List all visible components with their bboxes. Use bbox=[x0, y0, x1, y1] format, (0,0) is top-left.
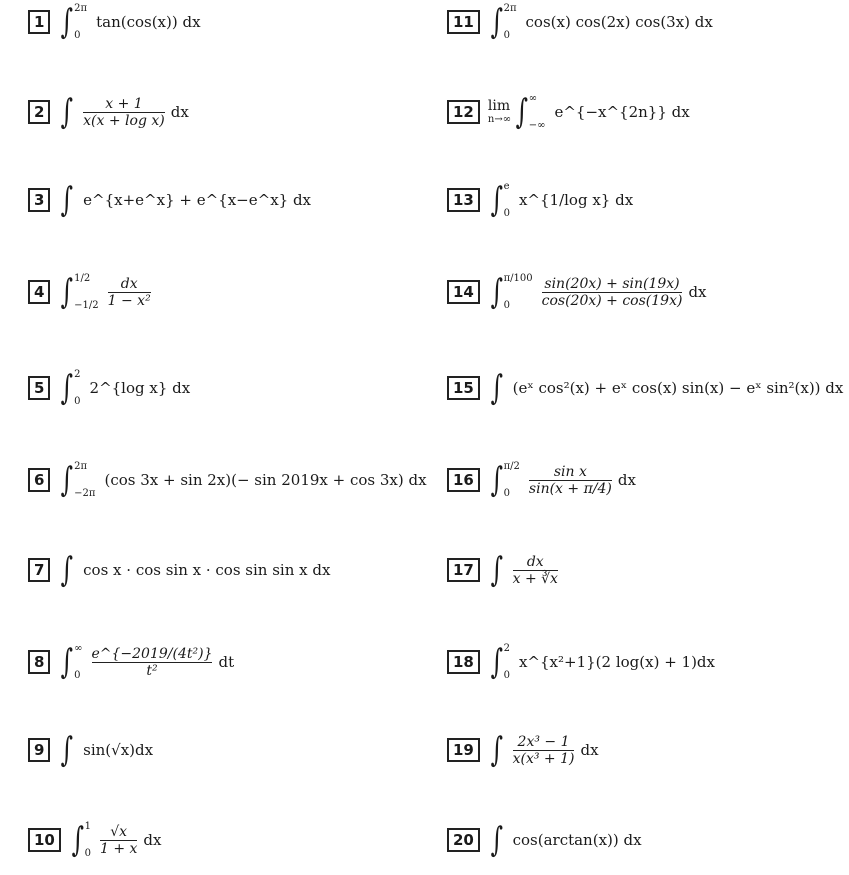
numerator: 2x³ − 1 bbox=[517, 733, 570, 750]
integral-expression bbox=[488, 820, 642, 860]
upper-bound: 1/2 bbox=[74, 273, 91, 284]
problem-number: 19 bbox=[447, 738, 480, 762]
problem-19 bbox=[447, 730, 599, 770]
integral-bounds bbox=[504, 643, 510, 681]
denominator: sin(x + π/4) bbox=[528, 480, 612, 497]
integral-sign: ∫ bbox=[490, 820, 503, 860]
integrand: e^{−x^{2n}} dx bbox=[554, 103, 690, 121]
integral-expression bbox=[58, 550, 331, 590]
integral-sign: ∫ bbox=[490, 730, 503, 770]
problem-7 bbox=[28, 550, 330, 590]
integral-expression bbox=[488, 550, 561, 590]
upper-bound: π/100 bbox=[503, 273, 533, 284]
fraction bbox=[513, 554, 558, 587]
integral-bounds bbox=[74, 273, 98, 311]
lower-bound: 0 bbox=[503, 30, 510, 41]
upper-bound: 2π bbox=[74, 3, 88, 14]
integral-expression bbox=[58, 273, 153, 311]
numerator: √x bbox=[110, 823, 128, 840]
fraction bbox=[108, 276, 151, 309]
problem-17 bbox=[447, 550, 561, 590]
integrand: cos(arctan(x)) dx bbox=[512, 831, 642, 849]
problem-15 bbox=[447, 368, 843, 408]
lower-bound: −2π bbox=[74, 488, 96, 499]
integral-expression bbox=[488, 730, 599, 770]
problem-number: 18 bbox=[447, 650, 480, 674]
integrand: 2^{log x} dx bbox=[89, 379, 191, 397]
integral-expression bbox=[488, 93, 690, 131]
integral-sign: ∫ bbox=[61, 92, 74, 132]
integrand: dx bbox=[170, 103, 189, 121]
lower-bound: −∞ bbox=[528, 120, 546, 131]
upper-bound: π/2 bbox=[503, 461, 520, 472]
integrand: dx bbox=[617, 471, 636, 489]
integral-sign: ∫ bbox=[490, 272, 503, 312]
lower-bound: −1/2 bbox=[74, 300, 99, 311]
upper-bound: 1 bbox=[84, 821, 91, 832]
integral-bounds bbox=[74, 643, 82, 681]
integral-sign: ∫ bbox=[490, 460, 503, 500]
integral-sign: ∫ bbox=[61, 642, 74, 682]
integral-expression bbox=[58, 92, 189, 132]
integral-sign: ∫ bbox=[61, 730, 74, 770]
integral-expression bbox=[488, 273, 707, 311]
fraction bbox=[529, 464, 612, 497]
integral-bounds bbox=[74, 369, 80, 407]
integral-expression bbox=[58, 180, 312, 220]
numerator: dx bbox=[526, 553, 544, 570]
integrand: dx bbox=[688, 283, 707, 301]
integrand: dx bbox=[143, 831, 162, 849]
integral-bounds bbox=[74, 3, 87, 41]
integral-sign: ∫ bbox=[490, 550, 503, 590]
integral-bounds bbox=[529, 93, 546, 131]
denominator: x(x³ + 1) bbox=[512, 750, 575, 767]
problem-12 bbox=[447, 92, 690, 132]
problem-number: 5 bbox=[28, 376, 50, 400]
integral-expression bbox=[488, 461, 636, 499]
lower-bound: 0 bbox=[503, 208, 510, 219]
numerator: dx bbox=[120, 275, 138, 292]
numerator: sin x bbox=[553, 463, 587, 480]
problem-number: 9 bbox=[28, 738, 50, 762]
integral-bounds bbox=[74, 461, 95, 499]
denominator: 1 + x bbox=[99, 840, 138, 857]
problem-number: 6 bbox=[28, 468, 50, 492]
problem-9 bbox=[28, 730, 153, 770]
integral-sign: ∫ bbox=[61, 272, 74, 312]
integral-expression bbox=[488, 368, 844, 408]
problem-13 bbox=[447, 180, 633, 220]
numerator: sin(20x) + sin(19x) bbox=[544, 275, 680, 292]
integrand: x^{x²+1}(2 log(x) + 1)dx bbox=[518, 653, 715, 671]
lower-bound: 0 bbox=[503, 300, 510, 311]
problem-number: 10 bbox=[28, 828, 61, 852]
upper-bound: 2 bbox=[503, 643, 510, 654]
upper-bound: e bbox=[503, 181, 510, 192]
integrand: dx bbox=[580, 741, 599, 759]
integral-expression bbox=[58, 730, 154, 770]
fraction bbox=[92, 646, 213, 679]
problem-number: 1 bbox=[28, 10, 50, 34]
integrand: sin(√x)dx bbox=[83, 741, 154, 759]
problem-number: 15 bbox=[447, 376, 480, 400]
problem-number: 8 bbox=[28, 650, 50, 674]
problem-6 bbox=[28, 460, 427, 500]
problem-number: 16 bbox=[447, 468, 480, 492]
problem-number: 2 bbox=[28, 100, 50, 124]
integrand: tan(cos(x)) dx bbox=[96, 13, 201, 31]
upper-bound: ∞ bbox=[528, 93, 538, 104]
fraction bbox=[513, 734, 575, 767]
problem-number: 13 bbox=[447, 188, 480, 212]
integral-sign: ∫ bbox=[490, 2, 503, 42]
integral-expression bbox=[58, 3, 200, 41]
integral-bounds bbox=[504, 181, 510, 219]
problem-number: 14 bbox=[447, 280, 480, 304]
lower-bound: 0 bbox=[74, 30, 81, 41]
limit-operator bbox=[488, 99, 511, 125]
problem-4 bbox=[28, 272, 154, 312]
problem-number: 11 bbox=[447, 10, 480, 34]
problem-number: 17 bbox=[447, 558, 480, 582]
integral-expression bbox=[488, 643, 715, 681]
integral-bounds bbox=[85, 821, 91, 859]
problem-number: 3 bbox=[28, 188, 50, 212]
upper-bound: ∞ bbox=[74, 643, 83, 654]
integral-sign: ∫ bbox=[61, 2, 74, 42]
integral-sign: ∫ bbox=[490, 180, 503, 220]
problem-16 bbox=[447, 460, 636, 500]
upper-bound: 2π bbox=[74, 461, 88, 472]
upper-bound: 2π bbox=[503, 3, 517, 14]
denominator: cos(20x) + cos(19x) bbox=[541, 292, 683, 309]
integral-expression bbox=[58, 461, 426, 499]
integral-sign: ∫ bbox=[515, 92, 529, 132]
problem-18 bbox=[447, 642, 715, 682]
integral-expression bbox=[488, 3, 713, 41]
numerator: x + 1 bbox=[105, 95, 143, 112]
integral-sign: ∫ bbox=[490, 642, 503, 682]
problem-20 bbox=[447, 820, 642, 860]
lower-bound: 0 bbox=[74, 670, 81, 681]
lim-sub: n→∞ bbox=[487, 114, 512, 126]
problem-11 bbox=[447, 2, 713, 42]
problem-14 bbox=[447, 272, 707, 312]
integrand: (eˣ cos²(x) + eˣ cos(x) sin(x) − eˣ sin²(x)) dx bbox=[512, 379, 844, 397]
integral-bounds bbox=[504, 3, 517, 41]
problem-1 bbox=[28, 2, 201, 42]
problem-number: 7 bbox=[28, 558, 50, 582]
integral-sign: ∫ bbox=[61, 368, 74, 408]
denominator: x + ∛x bbox=[512, 570, 558, 587]
lower-bound: 0 bbox=[503, 488, 510, 499]
lim-word: lim bbox=[487, 97, 511, 114]
integral-expression bbox=[58, 643, 234, 681]
denominator: x(x + log x) bbox=[83, 112, 165, 129]
integrand: cos x · cos sin x · cos sin sin x dx bbox=[83, 561, 331, 579]
numerator: e^{−2019/(4t²)} bbox=[91, 645, 213, 662]
integral-sign: ∫ bbox=[71, 820, 84, 860]
lower-bound: 0 bbox=[503, 670, 510, 681]
lower-bound: 0 bbox=[84, 848, 91, 859]
problem-10 bbox=[28, 820, 161, 860]
problem-number: 4 bbox=[28, 280, 50, 304]
integral-expression bbox=[58, 369, 190, 407]
integral-sign: ∫ bbox=[490, 368, 503, 408]
problem-number: 12 bbox=[447, 100, 480, 124]
integrand: cos(x) cos(2x) cos(3x) dx bbox=[525, 13, 713, 31]
fraction bbox=[542, 276, 683, 309]
integral-bounds bbox=[504, 461, 520, 499]
denominator: t² bbox=[146, 662, 158, 679]
lower-bound: 0 bbox=[74, 396, 81, 407]
integrand: x^{1/log x} dx bbox=[518, 191, 634, 209]
problem-3 bbox=[28, 180, 311, 220]
integrand: (cos 3x + sin 2x)(− sin 2019x + cos 3x) dx bbox=[104, 471, 427, 489]
integral-bounds bbox=[504, 273, 533, 311]
problem-8 bbox=[28, 642, 234, 682]
problem-5 bbox=[28, 368, 190, 408]
integrand: e^{x+e^x} + e^{x−e^x} dx bbox=[83, 191, 312, 209]
integral-sign: ∫ bbox=[61, 460, 74, 500]
problem-2 bbox=[28, 92, 189, 132]
fraction bbox=[83, 96, 165, 129]
fraction bbox=[100, 824, 137, 857]
integral-expression bbox=[69, 821, 162, 859]
integral-expression bbox=[488, 181, 633, 219]
denominator: 1 − x² bbox=[107, 292, 151, 309]
integral-sign: ∫ bbox=[61, 180, 74, 220]
upper-bound: 2 bbox=[74, 369, 81, 380]
integrand: dt bbox=[218, 653, 235, 671]
integral-sign: ∫ bbox=[61, 550, 74, 590]
problem-number: 20 bbox=[447, 828, 480, 852]
